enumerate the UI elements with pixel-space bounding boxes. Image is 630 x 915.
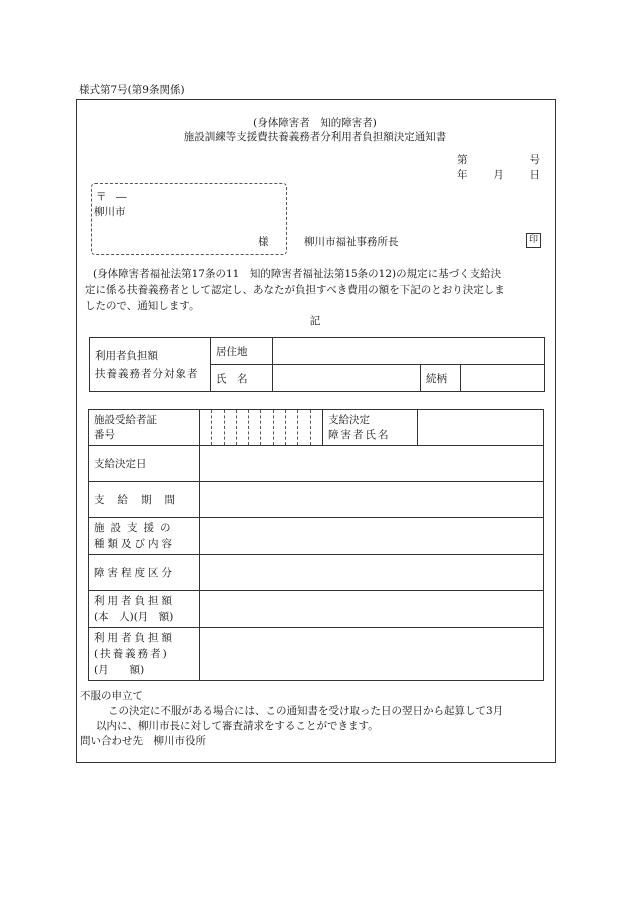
beneficiary-table (89, 337, 545, 392)
service-details-table (88, 409, 544, 681)
row-value-period (200, 482, 544, 518)
row-value-support-type (200, 518, 544, 555)
digit-box (261, 410, 273, 445)
row-label-self-burden: 利用者負担額 (本 人)(月 額) (89, 591, 200, 628)
row-value-guardian-burden (200, 628, 544, 681)
notice-body-line: 定に係る扶養義務者として認定し、あなたが負担すべき費用の額を下記のとおり決定しま (85, 284, 505, 296)
form-number: 様式第7号(第9条関係) (79, 84, 185, 96)
digit-box (298, 410, 310, 445)
notice-body-line: (身体障害者福祉法第17条の11 知的障害者福祉法第15条の12)の規定に基づく支給決 (93, 268, 502, 280)
address-value (273, 338, 545, 365)
row-label-period: 支給期間 (89, 482, 200, 518)
facility-cert-number-label: 施設受給者証 番号 (89, 410, 200, 446)
contact-info: 問い合わせ先 柳川市役所 (80, 735, 206, 747)
digit-box (225, 410, 237, 445)
name-value (273, 365, 421, 392)
facility-cert-number-label-line2: 番号 (94, 428, 115, 441)
row-value-self-burden (200, 591, 544, 628)
title-subject: (身体障害者 知的障害者) (253, 117, 377, 129)
row-label-decision-date: 支給決定日 (89, 446, 200, 482)
document-date-line: 年 月 日 (457, 169, 540, 181)
recipient-honorific: 様 (258, 236, 269, 248)
address-label: 居住地 (211, 338, 273, 365)
postal-mark: 〒 (96, 191, 107, 203)
beneficiary-header-line2: 扶養義務者分対象者 (95, 367, 199, 380)
relation-label: 続柄 (421, 365, 461, 392)
document-title: 施設訓練等支援費扶養義務者分利用者負担額決定通知書 (183, 131, 447, 143)
row-value-disability-level (200, 555, 544, 591)
digit-box (311, 410, 322, 445)
digit-box (274, 410, 286, 445)
digit-box (286, 410, 298, 445)
beneficiary-header-line1: 利用者負担額 (95, 349, 158, 362)
sender-name: 柳川市福祉事務所長 (304, 236, 399, 248)
facility-cert-number-digits (200, 410, 323, 446)
row-label-support-type: 施設支援の 種類及び内容 (89, 518, 200, 555)
notice-body (85, 266, 547, 314)
digit-box (200, 410, 212, 445)
relation-value (461, 365, 545, 392)
appeal-text-line2: 以内に、柳川市長に対して審査請求をすることができます。 (96, 720, 379, 732)
digit-box (237, 410, 249, 445)
digit-box (212, 410, 224, 445)
row-label-disability-level: 障害程度区分 (89, 555, 200, 591)
row-value-decision-date (200, 446, 544, 482)
recipient-city: 柳川市 (94, 206, 126, 218)
appeal-text-line1: この決定に不服がある場合には、この通知書を受け取った日の翌日から起算して3月 (108, 705, 504, 717)
notice-body-line: したので、通知します。 (85, 300, 200, 312)
appeal-heading: 不服の申立て (80, 690, 143, 702)
digit-box (249, 410, 261, 445)
document-number-line: 第 号 (457, 154, 540, 166)
name-label: 氏 名 (211, 365, 273, 392)
decided-person-value (418, 410, 544, 446)
ki-label: 記 (309, 315, 321, 327)
decided-person-label: 支給決定 障害者氏名 (323, 410, 418, 446)
seal-stamp: 印 (526, 233, 541, 248)
postal-dash: ― (116, 191, 127, 203)
appeal-notice (80, 689, 550, 749)
beneficiary-header (90, 338, 211, 392)
row-label-guardian-burden: 利用者負担額 (扶養義務者) (月 額) (89, 628, 200, 681)
